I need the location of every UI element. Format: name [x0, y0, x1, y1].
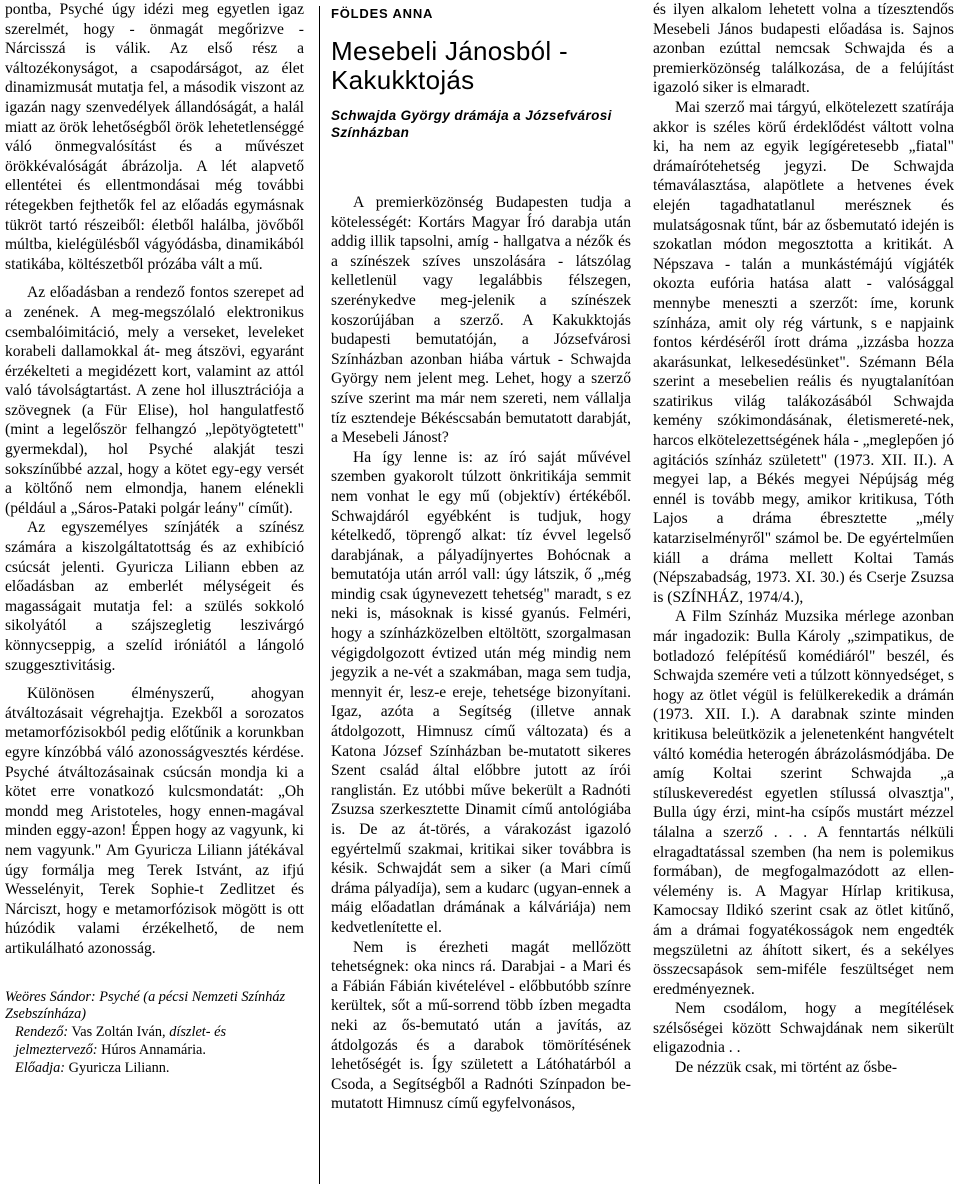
column-1	[5, 0, 304, 1077]
credits-work: Weöres Sándor: Psyché (a pécsi Nemzeti Színház Zsebszínháza)	[5, 988, 286, 1023]
column-3	[653, 0, 954, 1078]
paragraph: A Film Színház Muzsika mérlege azonban már ingadozik: Bulla Károly „szimpatikus, de botladozó felépítésű komédiáról" beszél, és Schwajda szemére veti a túlzott könnyedséget, s hogy az ötlet végül is felülkerekedik a drámán (1973. XII. I.). A darabnak szinte minden kritikusa beleütközik a jelenetenként hangvételt váltó komédia heterogén ábrázolásmódjába. De amíg Koltai szerint Schwajda „a stíluskeveredést egyetlen stílussá olvasztja", Bulla úgy érzi, mint-ha csípős mustárt mézzel tálalna a szerző . . . A fenntartás nélküli elragadtatással szemben (ha nem is polemikus formában), de megfogalmazódott az ellen-vélemény is. A Magyar Hírlap kritikusa, Kamocsay Ildikó szerint csak az ötlet kitűnő, ám a drámai fogyatékosságok nem engedték megszületni az áhított sikert, és a sekélyes összecsapások sem-miféle feszültséget nem eredményeznek.	[653, 608, 954, 998]
article-author: FÖLDES ANNA	[331, 6, 434, 21]
production-credits	[5, 989, 304, 1078]
director-name: Vas Zoltán Iván,	[71, 1024, 166, 1041]
paragraph: pontba, Psyché úgy idézi meg egyetlen igaz szerelmét, hogy - önmagát megőrizve - Nárcisszá is válik. Az első rész a változékonyságot, a csapodárságot, az élet dinamizmusát mutatja fel, a második viszont az igazán nagy szenvedélyek állandóságát, a halál miatt az örök lehetőségből örök lehetetlenséggé váló önmegvalósítást és a művészet örökkévalóságát ábrázolja. A lét alapvető ellentétei és ellentmondásai még további rétegekben fejthetők fel az előadás egymásnak tükröt tartó részeiből: életből halálba, jövőből múltba, kielégülésből vágyódásba, dinamikából statikába, költészetből prózába vált a mű.	[5, 1, 304, 273]
column-divider	[319, 6, 320, 1184]
paragraph: Az előadásban a rendező fontos szerepet ad a zenének. A meg-megszólaló elektronikus csembalóimitáció, mely a verseket, leveleket korabeli dallamokkal át- meg átszövi, egyaránt érzékelteti a megidézett kort, valamint az attól való távolságtartást. A zene hol illusztrációja a szövegnek (a Für Elise), hol hangulatfestő (mint a legelőször felhangzó „lepötyögtetett" gyermekdal), hol Psyché alakját teszi sokszínűbbé azzal, hogy a kötet egy-egy versét a költőnő nem elmondja, hanem elénekli (például a „Sáros-Pataki polgár leány" címűt).	[5, 284, 304, 517]
performer-label: Előadja:	[15, 1059, 66, 1076]
paragraph: De nézzük csak, mi történt az ősbe-	[675, 1059, 898, 1077]
paragraph: Különösen élményszerű, ahogyan átváltozásait végrehajtja. Ezekből a sorozatos metamorfózisokból pedig előtűnik a korunkban egyre kínzóbbá váló azonosságvesztés kérdése. Psyché átváltozásainak csúcsán mondja ki a kötet erre vonatkozó kulcsmondatát: „Oh mondd meg Aristoteles, hogy ennen-magával minden eggy-azon! Éppen hogy az vagyunk, ki nem vagyunk." Am Gyuricza Liliann játékával úgy formálja meg Terek Istvánt, az ifjú Wesselényit, Terek Sophie-t Zedlitzet és Nárciszt, hogy e metamorfózisok mögött is ott húzódik valami érzékelhető, de nem artikulálható azonosság.	[5, 685, 304, 957]
article-title: Mesebeli Jánosból - Kakukktojás	[331, 36, 568, 95]
paragraph: Mai szerző mai tárgyú, elkötelezett szatírája akkor is széles körű érdeklődést váltott volna ki, ha nem az egyik legígéretesebb „fiatal" drámaírótehetség jegyzi. De Schwajda témaválasztása, alapötlete a hetvenes évek elején tagadhatatlanul merésznek és mulatságosnak tűnt, bár az ősbemutató idején is szokatlan módon megosztotta a kritikát. A Népszava - talán a munkástémájú vígjáték okozta eufória hatása alatt - valósággal mennybe meneszti a szerzőt: íme, korunk színháza, amit oly rég vártunk, s e napjaink fontos kérdéséről írott dráma „izzásba hozza akarásunkat, lelkesedésünket". Szémann Béla szerint a mesebelien reális és nyugtalanítóan szatirikus világ talákozásából Schwajda kemény szókimondásának, életismereté-nek, harcos elkötelezettségének hála - „meglepően jó agitációs színház született" (1973. XII. II.). A megyei lap, a Békés megyei Népújság még ennél is tovább megy, amikor kritikusa, Tóth Lajos a dráma ébresztette „mély katarziselményről" számol be. De egyértelműen kiáll a dráma mellett Koltai Tamás (Népszabadság, 1973. XI. 30.) és Cserje Zsuzsa is (SZÍNHÁZ, 1974/4.),	[653, 98, 954, 606]
designer-label: díszlet- és jelmeztervező:	[15, 1024, 227, 1058]
paragraph: Ha így lenne is: az író saját művével szemben gyakorolt túlzott önkritikája semmit nem vonhat le egy mű (objektív) értékéből. Schwajdáról egyébként is tudjuk, hogy kételkedő, töprengő alkat: tíz évvel legelső darabjának, a pályadíjnyertes Bohócnak a bemutatója után arról vall: úgy látszik, ő „még mindig csak úgynevezett tehetség" maradt, s ez neki is, másoknak is kissé gyanús. Felméri, hogy a színházközelben eltöltött, szorgalmasan végigdolgozott évtized után még mindig nem jegyzik a ne-vét a szakmában, maga sem tudja, mennyit ér, lesz-e ereje, tehetsége bizonyítani. Igaz, azóta a Segítség (illetve annak átdolgozott, Himnusz című változata) és a Katona József Színházban be-mutatott sikeres Szent család által előbbre jutott az írói ranglistán. Ez utóbbi műve bekerült a Radnóti Zsuzsa szerkesztette Dinamit című antológiába is. De az át-törés, a várakozást igazoló egyértelmű szakmai, kritikai siker továbbra is késik. Schwajdát sem a siker (a Mari című dráma pályadíja), sem a kudarc (ugyan-ennek a máig előadatlan drámának a kálváriája) nem kedvetlenítette el.	[331, 448, 631, 936]
column-2	[331, 0, 631, 1114]
designer-name: Húros Annamária.	[101, 1041, 206, 1058]
paragraph: Nem csodálom, hogy a megítélések szélsőségei között Schwajdának nem sikerült eligazodnia . .	[653, 1000, 954, 1057]
paragraph: Az egyszemélyes színjáték a színész számára a kiszolgáltatottság és az exhibíció csúcsát jelenti. Gyuricza Liliann ebben az előadásban az emberlét mélységeit és magasságait mutatja fel: a szülés sokkoló sikolyától a szájszegletig leszivárgó könnycseppig, a szelíd iróniától a lángoló szuggesztivitásig.	[5, 519, 304, 674]
paragraph: és ilyen alkalom lehetett volna a tízesztendős Mesebeli János budapesti előadása is. Sajnos azonban ezúttal nemcsak Schwajda és a premierközönség találkozása, de a felújítást igazoló siker is elmaradt.	[653, 1, 954, 97]
article-subtitle: Schwajda György drámája a Józsefvárosi Színházban	[331, 108, 612, 140]
director-label: Rendező:	[15, 1024, 69, 1041]
performer-name: Gyuricza Liliann.	[68, 1059, 170, 1076]
paragraph: A premierközönség Budapesten tudja a kötelességét: Kortárs Magyar Író darabja után addig illik tapsolni, amíg - hallgatva a nézők és a színészek szíves unszolására - látszólag kelletlenül vagy legalábbis félszegen, szerénykedve meg-jelenik a színészek koszorújában a szerző. A Kakukktojás budapesti bemutatóján, a Józsefvárosi Színházban azonban hiába vártuk - Schwajda György nem jelent meg. Lehet, hogy a szerző szíve szerint ma már nem szereti, nem vállalja tíz esztendeje Békéscsabán bemutatott darabját, a Mesebeli Jánost?	[331, 194, 631, 447]
paragraph: Nem is érezheti magát mellőzött tehetségnek: oka nincs rá. Darabjai - a Mari és a Fábián Fábián kivételével - előbbutóbb színre kerültek, sőt a mű-sorrend több ízben megadta neki az ős-bemutató után a javítás, az átdolgozás és a darabok tömörítésének lehetőségét is. Így született a Látóhatárból a Csoda, a Segítségből a Radnóti Színpadon be-mutatott Himnusz című egyfelvonásos,	[331, 938, 631, 1113]
